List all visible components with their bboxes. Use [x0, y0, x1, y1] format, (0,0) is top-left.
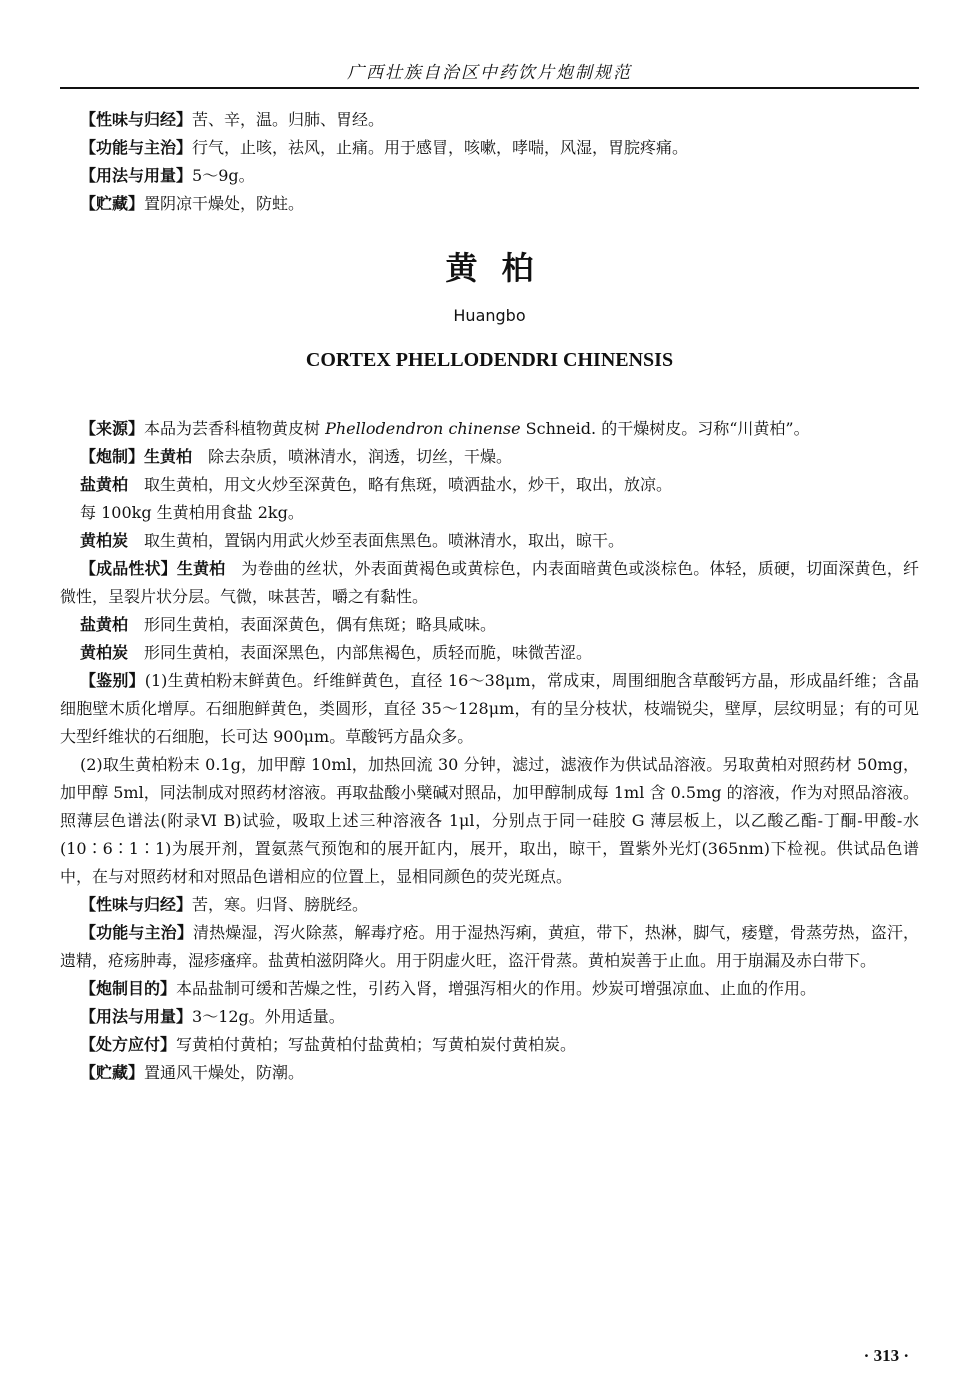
traits-raw-paragraph: [60, 555, 919, 611]
storage-text: 置通风干燥处，防潮。: [144, 1063, 305, 1082]
dosage-paragraph: [60, 1003, 919, 1031]
traits-raw-text: 为卷曲的丝状，外表面黄褐色或黄棕色，内表面暗黄色或淡棕色。体轻，质硬，切面深黄色，纤微性，呈裂片状分层。气微，味甚苦，嚼之有黏性。: [60, 559, 919, 606]
traits-label: 【成品性状】: [80, 559, 177, 578]
traits-char-text: 形同生黄柏，表面深黑色，内部焦褐色，质轻而脆，味微苦涩。: [144, 643, 593, 662]
prev-nature-label: 【性味与归经】: [80, 110, 193, 129]
prev-function-label: 【功能与主治】: [80, 138, 193, 157]
entry-pinyin: Huangbo: [453, 306, 526, 325]
prev-dosage-label: 【用法与用量】: [80, 166, 193, 185]
processing-raw-name: 生黄柏: [144, 447, 193, 466]
dosage-label: 【用法与用量】: [80, 1007, 193, 1026]
processing-char-name: 黄柏炭: [80, 531, 129, 550]
processing-salt-text: 取生黄柏，用文火炒至深黄色，略有焦斑，喷洒盐水，炒干，取出，放凉。: [144, 475, 673, 494]
purpose-text: 本品盐制可缓和苦燥之性，引药入肾，增强泻相火的作用。炒炭可增强凉血、止血的作用。: [176, 979, 817, 998]
processing-raw-paragraph: [60, 443, 919, 471]
function-paragraph: [60, 919, 919, 975]
traits-salt-name: 盐黄柏: [80, 615, 129, 634]
header-rule: [60, 87, 919, 89]
storage-label: 【贮藏】: [80, 1063, 145, 1082]
processing-char-text: 取生黄柏，置锅内用武火炒至表面焦黑色。喷淋清水，取出，晾干。: [144, 531, 625, 550]
source-species: Phellodendron chinense: [325, 419, 521, 438]
prescription-paragraph: [60, 1031, 919, 1059]
function-label: 【功能与主治】: [80, 923, 193, 942]
nature-label: 【性味与归经】: [80, 895, 193, 914]
prev-storage-line: [60, 190, 919, 218]
purpose-paragraph: [60, 975, 919, 1003]
processing-salt-paragraph: [60, 471, 919, 499]
source-text-before: 本品为芸香科植物黄皮树: [144, 419, 326, 438]
previous-entry-tail: [60, 106, 919, 218]
traits-raw-name: 生黄柏: [176, 559, 226, 578]
purpose-label: 【炮制目的】: [80, 979, 177, 998]
nature-text: 苦，寒。归肾、膀胱经。: [192, 895, 369, 914]
traits-salt-paragraph: [60, 611, 919, 639]
prev-dosage-text: 5～9g。: [192, 166, 255, 185]
source-paragraph: [60, 415, 919, 443]
prev-storage-text: 置阴凉干燥处，防蛀。: [144, 194, 305, 213]
processing-salt-ratio: 每 100kg 生黄柏用食盐 2kg。: [80, 503, 304, 522]
entry-title: 黄柏: [445, 249, 558, 287]
identification-paragraph-2: (2)取生黄柏粉末 0.1g，加甲醇 10ml，加热回流 30 分钟，滤过，滤液作为供试品溶液。另取黄柏对照药材 50mg，加甲醇 5ml，同法制成对照药材溶液。再取盐酸小檗碱对照品，加甲醇制成每 1ml 含 0.5mg 的溶液，作为对照品溶液。照薄层色谱法(附录Ⅵ B)试验，吸取上述三种溶液各 1μl，分别点于同一硅胶 G 薄层板上，以乙酸乙酯-丁酮-甲酸-水(10∶6∶1∶1)为展开剂，置氨蒸气预饱和的展开缸内，展开，取出，晾干，置紫外光灯(365nm)下检视。供试品色谱中，在与对照药材和对照品色谱相应的位置上，显相同颜色的荧光斑点。: [60, 755, 919, 886]
identification-paragraph-1: [60, 667, 919, 751]
processing-label: 【炮制】: [80, 447, 145, 466]
prev-nature-text: 苦、辛，温。归肺、胃经。: [192, 110, 385, 129]
source-text-after: Schneid. 的干燥树皮。习称“川黄柏”。: [520, 419, 810, 438]
prev-function-line: [60, 134, 919, 162]
prescription-text: 写黄柏付黄柏；写盐黄柏付盐黄柏；写黄柏炭付黄柏炭。: [176, 1035, 577, 1054]
traits-char-name: 黄柏炭: [80, 643, 129, 662]
dosage-text: 3～12g。外用适量。: [192, 1007, 345, 1026]
traits-salt-text: 形同生黄柏，表面深黄色，偶有焦斑；略具咸味。: [144, 615, 497, 634]
running-head: 广西壮族自治区中药饮片炮制规范: [347, 63, 632, 83]
prev-function-text: 行气，止咳，祛风，止痛。用于感冒，咳嗽，哮喘，风湿，胃脘疼痛。: [192, 138, 689, 157]
prescription-label: 【处方应付】: [80, 1035, 177, 1054]
processing-raw-text: 除去杂质，喷淋清水，润透，切丝，干燥。: [208, 447, 513, 466]
prev-dosage-line: [60, 162, 919, 190]
traits-char-paragraph: [60, 639, 919, 667]
identification-text-1: (1)生黄柏粉末鲜黄色。纤维鲜黄色，直径 16～38μm，常成束，周围细胞含草酸钙方晶，形成晶纤维；含晶细胞壁木质化增厚。石细胞鲜黄色，类圆形，直径 35～128μm，有的呈分枝状，枝端锐尖，壁厚，层纹明显；有的可见大型纤维状的石细胞，长可达 900μm。草酸钙方晶众多。: [60, 671, 919, 746]
entry-body: [60, 415, 919, 1087]
prev-nature-line: [60, 106, 919, 134]
function-text: 清热燥湿，泻火除蒸，解毒疗疮。用于湿热泻痢，黄疸，带下，热淋，脚气，痿躄，骨蒸劳热，盗汗，遗精，疮疡肿毒，湿疹瘙痒。盐黄柏滋阴降火。用于阴虚火旺，盗汗骨蒸。黄柏炭善于止血。用于崩漏及赤白带下。: [60, 923, 919, 970]
entry-latin-name: CORTEX PHELLODENDRI CHINENSIS: [305, 349, 674, 371]
page-number: · 313 ·: [863, 1346, 909, 1365]
identification-label: 【鉴别】: [80, 671, 145, 690]
source-label: 【来源】: [80, 419, 145, 438]
nature-paragraph: [60, 891, 919, 919]
prev-storage-label: 【贮藏】: [80, 194, 145, 213]
processing-char-paragraph: [60, 527, 919, 555]
processing-salt-name: 盐黄柏: [80, 475, 129, 494]
storage-paragraph: [60, 1059, 919, 1087]
